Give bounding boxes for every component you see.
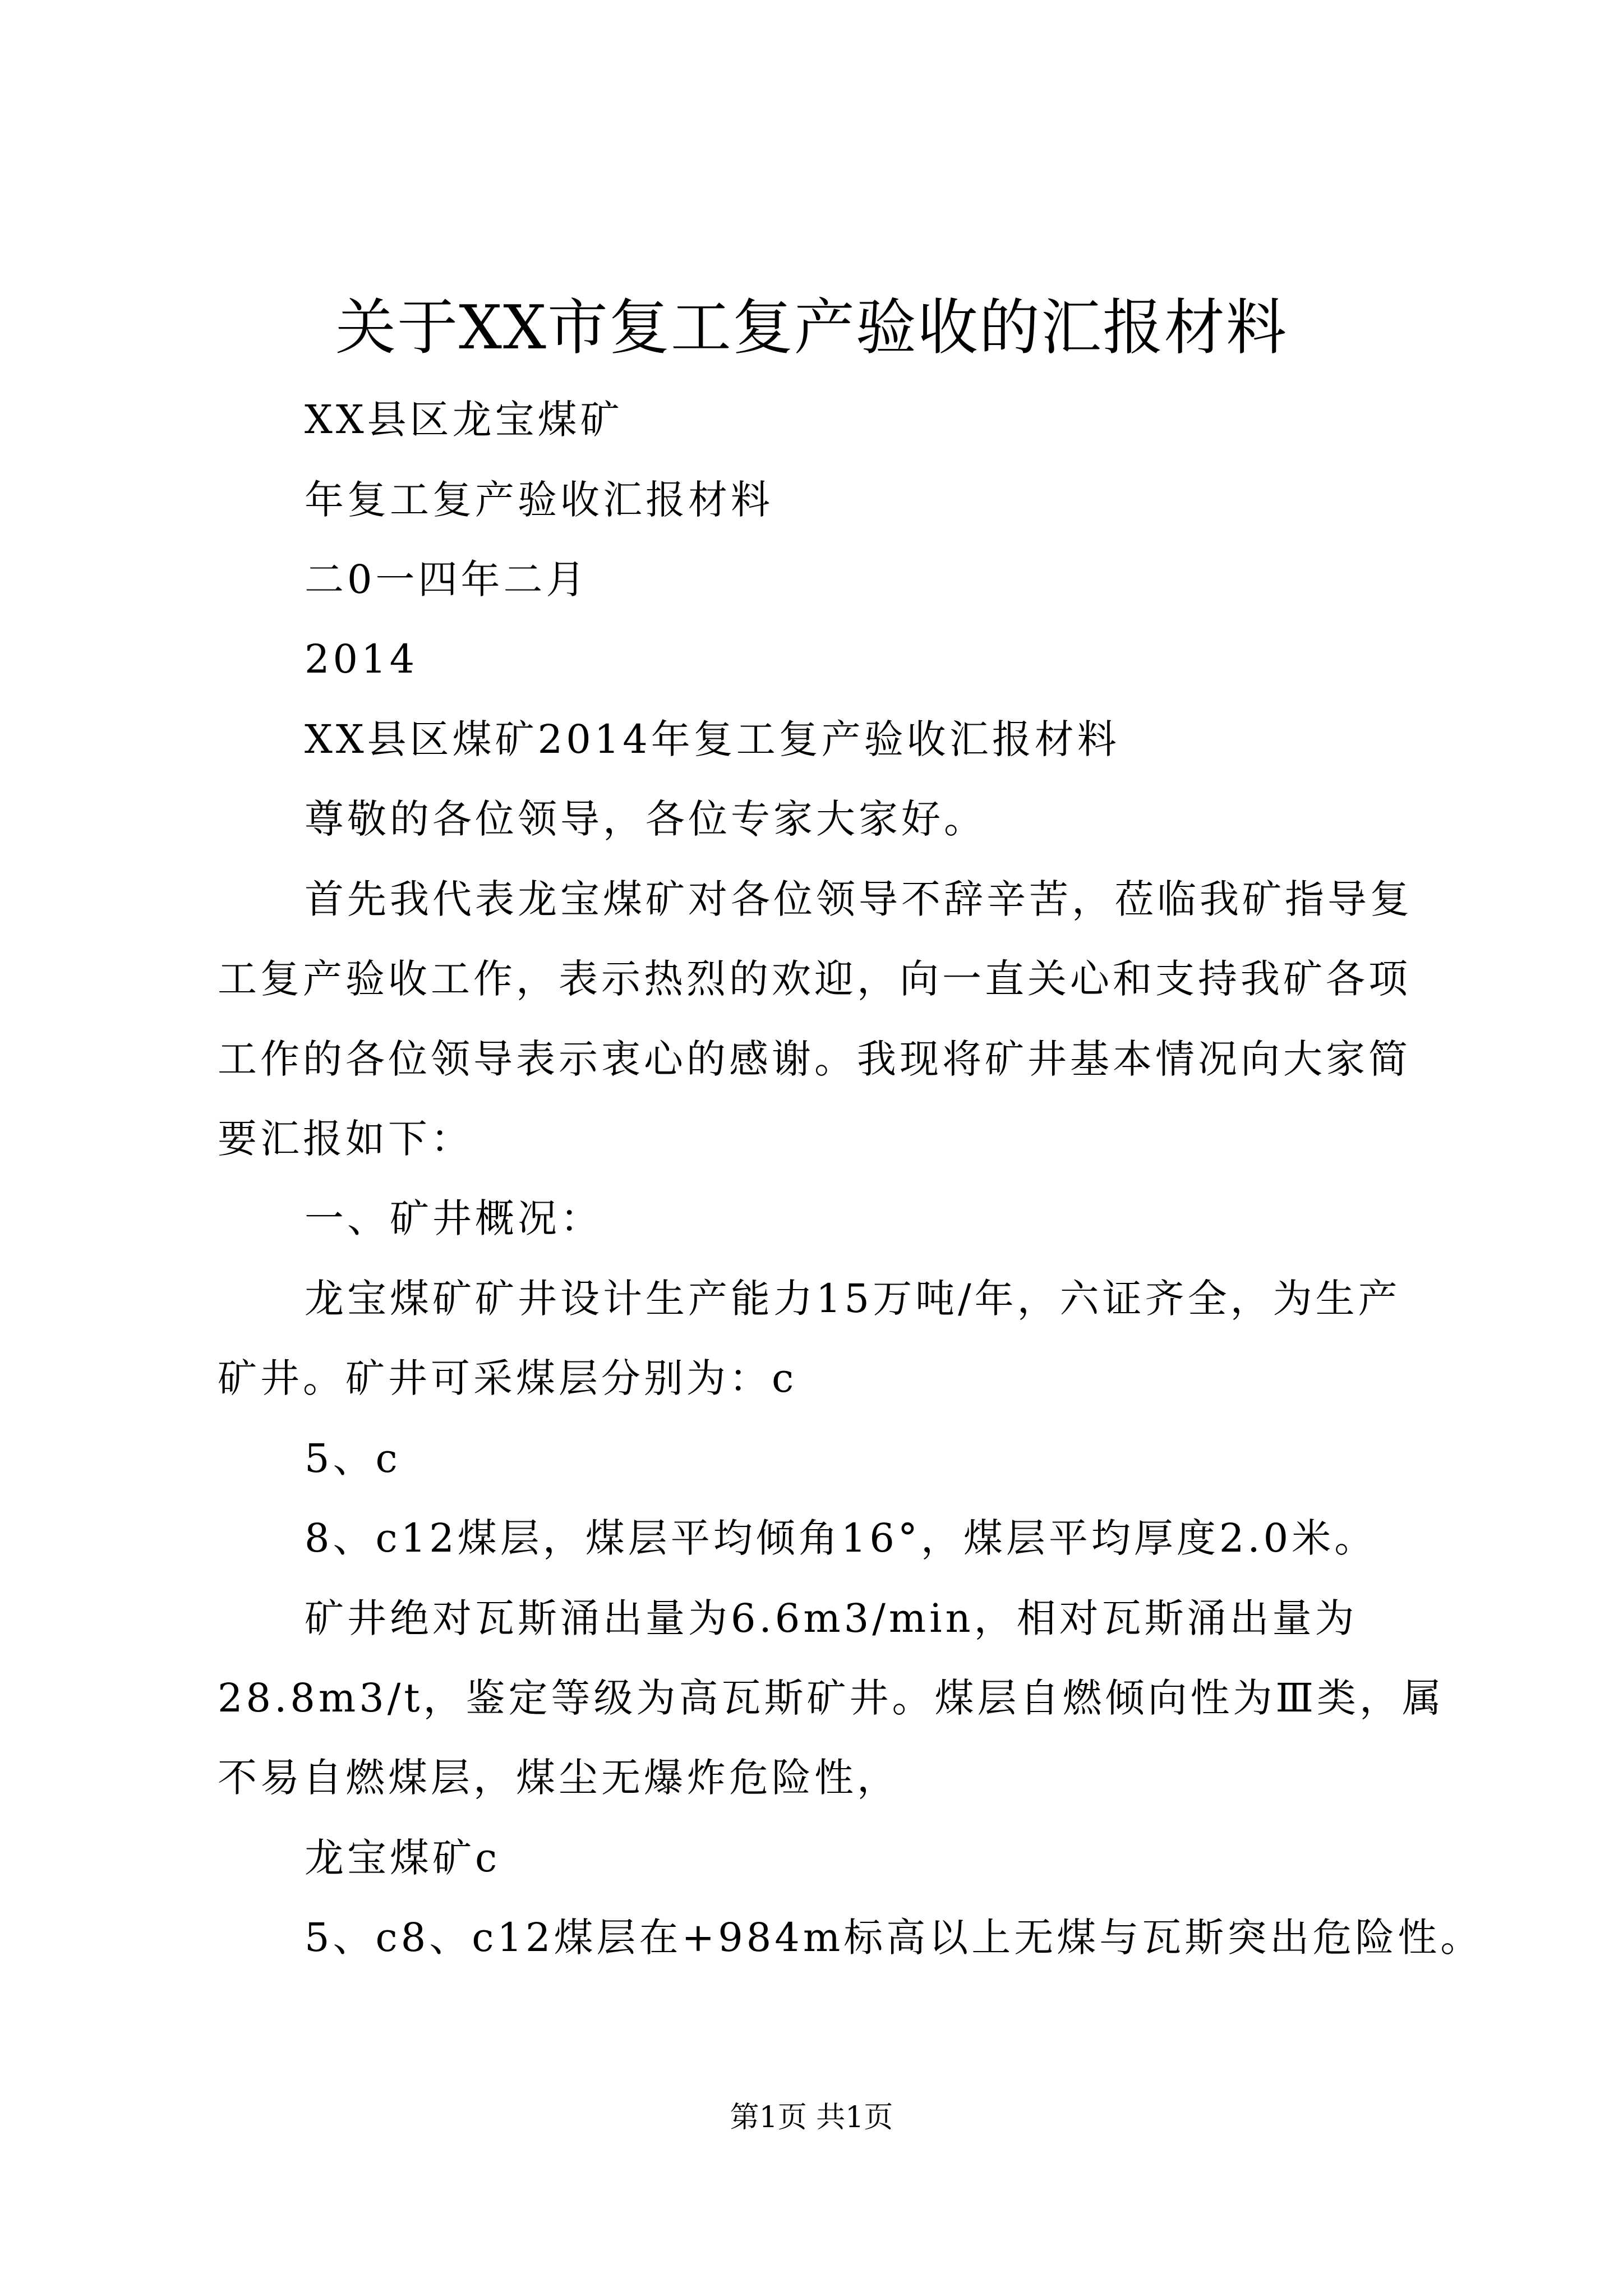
paragraph-line: 8、c12煤层，煤层平均倾角16°，煤层平均厚度2.0米。 <box>305 1515 1377 1561</box>
paragraph-line: 龙宝煤矿矿井设计生产能力15万吨/年，六证齐全，为生产 <box>305 1276 1401 1322</box>
paragraph-line: 工作的各位领导表示衷心的感谢。我现将矿井基本情况向大家简 <box>218 1036 1411 1082</box>
paragraph-line: 28.8m3/t，鉴定等级为高瓦斯矿井。煤层自燃倾向性为Ⅲ类，属 <box>218 1675 1445 1721</box>
paragraph-line: 5、c <box>305 1435 401 1481</box>
paragraph-line: 首先我代表龙宝煤矿对各位领导不辞辛苦，莅临我矿指导复 <box>305 876 1413 922</box>
paragraph-line: 5、c8、c12煤层在+984m标高以上无煤与瓦斯突出危险性。 <box>305 1915 1483 1961</box>
paragraph-line: 要汇报如下： <box>218 1116 473 1162</box>
paragraph-line: 二0一四年二月 <box>305 556 589 602</box>
paragraph-line: 龙宝煤矿c <box>305 1835 501 1881</box>
paragraph-line: 2014 <box>305 636 418 682</box>
paragraph-line: 不易自燃煤层，煤尘无爆炸危险性， <box>218 1755 900 1801</box>
paragraph-line: 矿井。矿井可采煤层分别为：c <box>218 1355 797 1401</box>
section-heading: 一、矿井概况： <box>305 1195 603 1241</box>
paragraph-line: 年复工复产验收汇报材料 <box>305 477 773 523</box>
paragraph-line: XX县区煤矿2014年复工复产验收汇报材料 <box>305 716 1120 762</box>
paragraph-line: 工复产验收工作，表示热烈的欢迎，向一直关心和支持我矿各项 <box>218 956 1411 1002</box>
document-title: 关于XX市复工复产验收的汇报材料 <box>335 293 1288 363</box>
paragraph-line: XX县区龙宝煤矿 <box>305 397 623 443</box>
paragraph-line: 矿井绝对瓦斯涌出量为6.6m3/min，相对瓦斯涌出量为 <box>305 1595 1358 1641</box>
paragraph-line: 尊敬的各位领导，各位专家大家好。 <box>305 796 986 842</box>
page-footer: 第1页 共1页 <box>730 2101 893 2134</box>
